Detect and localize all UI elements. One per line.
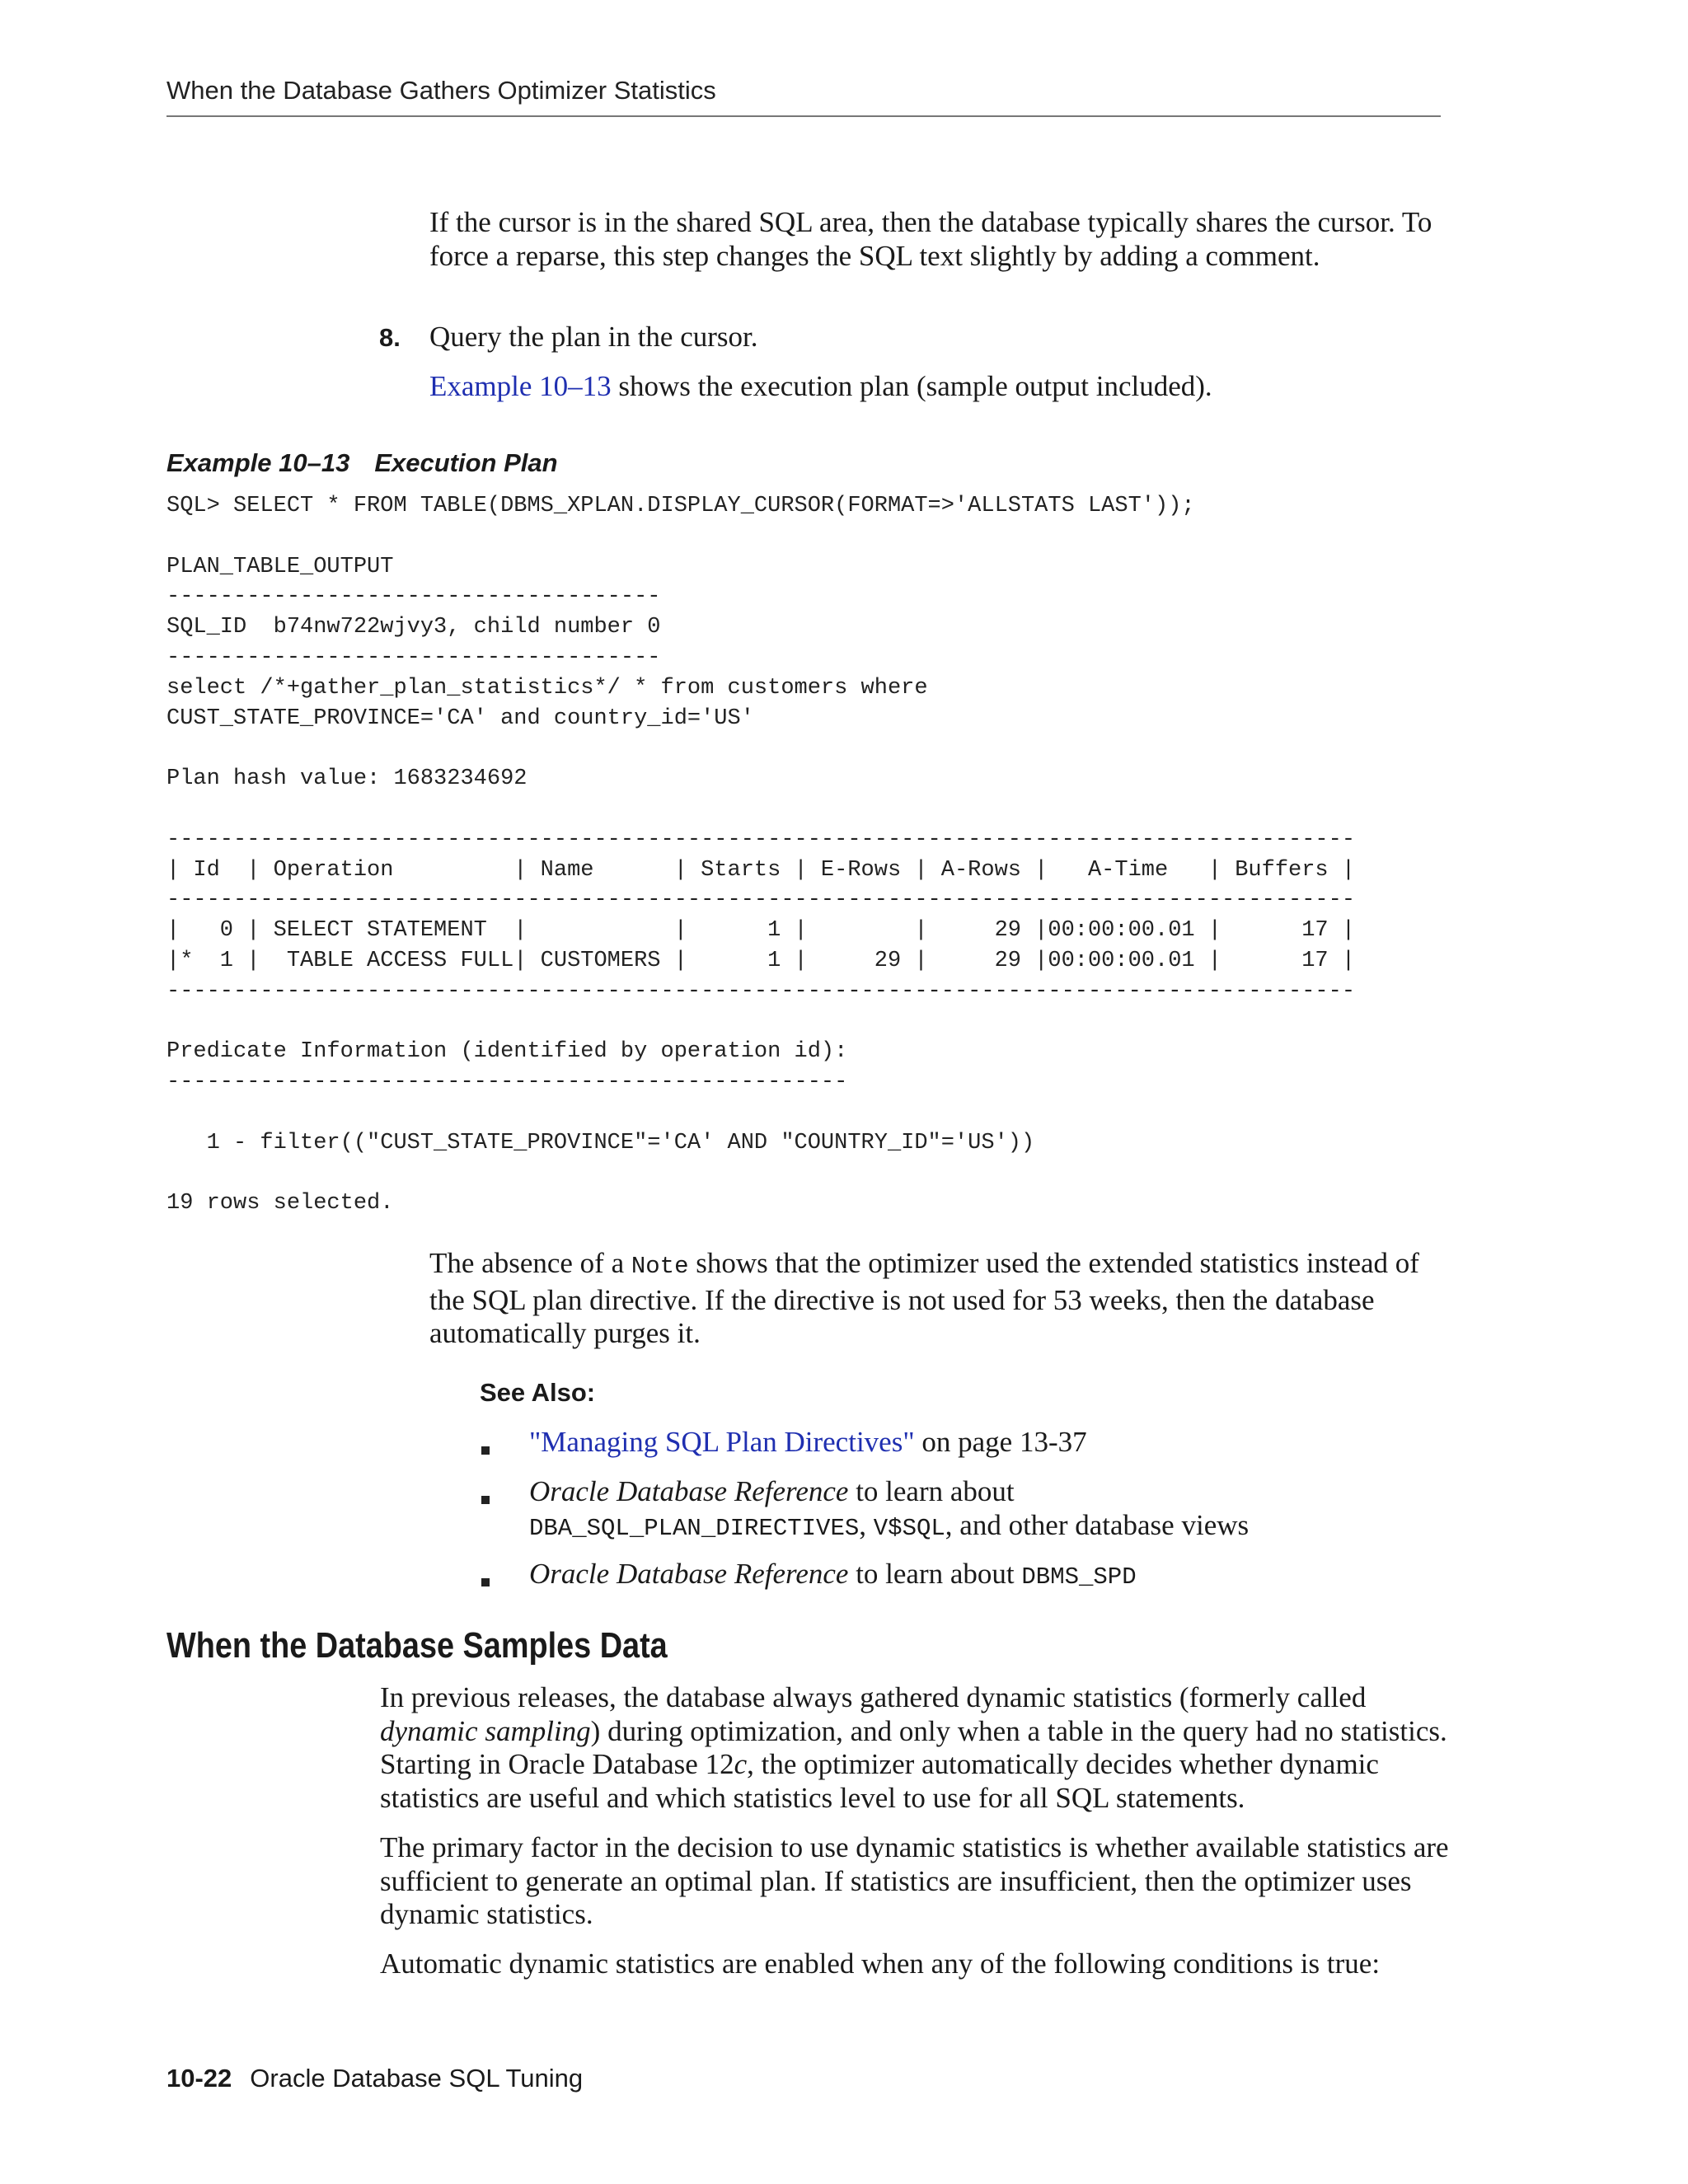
code-line: -----------------------------------------------------------------------------------------	[166, 827, 1356, 852]
see-also-item-2	[529, 1475, 1436, 1545]
see-also-heading: See Also:	[480, 1378, 596, 1407]
step-text: Query the plan in the cursor.	[429, 321, 758, 353]
section-paragraph-2: The primary factor in the decision to use dynamic statistics is whether available statistics are sufficient to generate an optimal plan. If statistics are insufficient, then the optimizer uses dynamic statistics.	[380, 1831, 1449, 1930]
bullet-icon	[481, 1496, 490, 1504]
code-line: 1 - filter(("CUST_STATE_PROVINCE"='CA' AND "COUNTRY_ID"='US'))	[166, 1130, 1035, 1155]
code-line: select /*+gather_plan_statistics*/ * from customers where	[166, 675, 928, 701]
example-caption	[166, 448, 558, 478]
see-also-item-3	[529, 1558, 1137, 1595]
section-paragraph-1	[380, 1681, 1451, 1815]
note-text-start: The absence of a	[429, 1247, 631, 1279]
code-line: |* 1 | TABLE ACCESS FULL| CUSTOMERS | 1 | 29 | 29 |00:00:00.01 | 17 |	[166, 948, 1356, 973]
p1-text-a: In previous releases, the database always gathered dynamic statistics (formerly called	[380, 1681, 1367, 1713]
code-line: SQL> SELECT * FROM TABLE(DBMS_XPLAN.DISPLAY_CURSOR(FORMAT=>'ALLSTATS LAST'));	[166, 494, 1195, 518]
see-also-item-3-text: to learn about	[848, 1558, 1022, 1590]
p1-version-suffix: c	[734, 1748, 748, 1780]
code-line: -------------------------------------	[166, 584, 661, 610]
managing-directives-link[interactable]: "Managing SQL Plan Directives"	[529, 1426, 915, 1458]
example-caption-title: Execution Plan	[374, 448, 558, 477]
example-caption-number: Example 10–13	[166, 448, 350, 477]
book-title: Oracle Database SQL Tuning	[250, 2064, 584, 2093]
dba-sql-plan-directives-code: DBA_SQL_PLAN_DIRECTIVES	[529, 1514, 860, 1542]
reference-book-title: Oracle Database Reference	[529, 1475, 849, 1507]
vsql-code: V$SQL	[873, 1514, 945, 1542]
dbms-spd-code: DBMS_SPD	[1021, 1563, 1137, 1591]
code-line: ---------------------------------------------------	[166, 1070, 848, 1095]
example-reference-text: shows the execution plan (sample output included).	[611, 370, 1212, 402]
note-text-end: shows that the optimizer used the extended statistics instead of the SQL plan directive. If the directive is not used for 53 weeks, then the database automatically purges it.	[429, 1247, 1419, 1349]
example-link[interactable]: Example 10–13	[429, 370, 612, 402]
bullet-icon	[481, 1578, 490, 1586]
running-header: When the Database Gathers Optimizer Statistics	[166, 76, 716, 105]
code-line: PLAN_TABLE_OUTPUT	[166, 554, 394, 579]
example-reference-paragraph	[429, 370, 1212, 404]
code-line: Plan hash value: 1683234692	[166, 766, 528, 792]
code-line: | 0 | SELECT STATEMENT | | 1 | | 29 |00:00:00.01 | 17 |	[166, 918, 1356, 944]
step-number: 8.	[379, 323, 401, 352]
section-heading: When the Database Samples Data	[166, 1625, 668, 1666]
section-paragraph-3: Automatic dynamic statistics are enabled when any of the following conditions is true:	[380, 1947, 1381, 1980]
see-also-item-1	[529, 1426, 1087, 1460]
execution-plan-code-block	[166, 491, 1355, 1219]
note-code: Note	[631, 1253, 689, 1280]
code-line: | Id | Operation | Name | Starts | E-Rows | A-Rows | A-Time | Buffers |	[166, 857, 1356, 883]
code-line: 19 rows selected.	[166, 1191, 394, 1216]
code-line: -----------------------------------------------------------------------------------------	[166, 888, 1356, 913]
separator: ,	[859, 1508, 874, 1541]
header-rule	[166, 115, 1441, 117]
reference-book-title: Oracle Database Reference	[529, 1558, 849, 1590]
see-also-item-2-text: to learn about	[848, 1475, 1015, 1507]
p1-text-b: ) during optimization, and only when a table in the query had no statistics. Starting in Oracle Database 12	[380, 1714, 1447, 1780]
p1-emphasis: dynamic sampling	[380, 1714, 591, 1747]
page-number: 10-22	[166, 2064, 232, 2093]
see-also-item-1-text: on page 13-37	[914, 1426, 1087, 1458]
code-line: SQL_ID b74nw722wjvy3, child number 0	[166, 615, 661, 640]
bullet-icon	[481, 1446, 490, 1455]
p1-text-d: , the optimizer automatically decides whether dynamic statistics are useful and which statistics level to use for all SQL statements.	[380, 1748, 1379, 1814]
cursor-paragraph: If the cursor is in the shared SQL area, then the database typically shares the cursor. To force a reparse, this step changes the SQL text slightly by adding a comment.	[429, 206, 1432, 272]
see-also-item-2-tail: , and other database views	[945, 1508, 1250, 1541]
code-line: -----------------------------------------------------------------------------------------	[166, 978, 1356, 1004]
code-line: Predicate Information (identified by operation id):	[166, 1039, 848, 1065]
code-line: CUST_STATE_PROVINCE='CA' and country_id='US'	[166, 705, 754, 731]
page-footer	[166, 2064, 583, 2093]
note-paragraph	[429, 1247, 1451, 1351]
code-line: -------------------------------------	[166, 644, 661, 670]
